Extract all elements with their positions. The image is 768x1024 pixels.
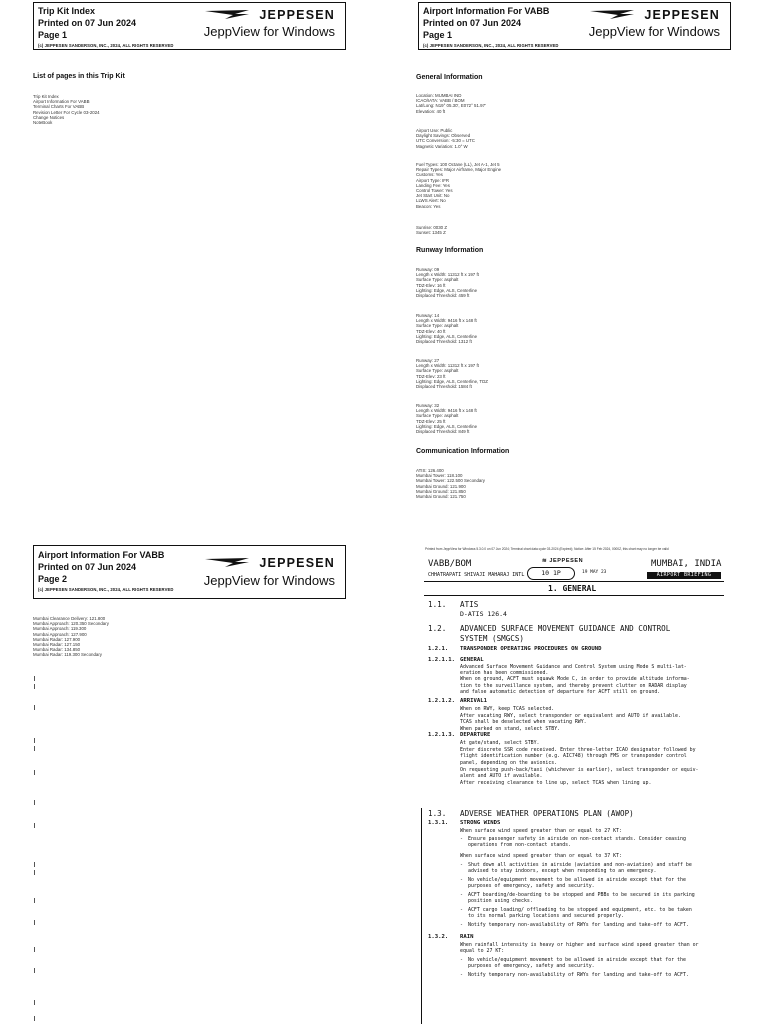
text-line: No vehicle/equipment movement to be allowed in airside except that for the bbox=[468, 957, 686, 963]
comm-line: ATIS: 126.400 bbox=[416, 468, 444, 473]
text-line: and false automatic detection of departure for ACFT still on ground. bbox=[460, 688, 661, 695]
runway-line: Displaced Threshold: 1312 ft bbox=[416, 339, 472, 345]
text-line: When surface wind speed greater than or equal to 37 KT: bbox=[460, 853, 622, 859]
header-title: Airport Information For VABB bbox=[38, 550, 165, 560]
jeppesen-swoosh-icon bbox=[590, 10, 634, 19]
text-line: tion to the surveillance system, and thereby prevent clutter on RADAR display bbox=[460, 682, 687, 689]
runway-block-27 bbox=[416, 358, 488, 389]
comm-line: Mumbai Tower: 118.100 bbox=[416, 473, 463, 479]
runway-line: TDZ-Elev: 23 ft bbox=[416, 373, 446, 379]
text-line: No vehicle/equipment movement to be allowed in airside except that for the bbox=[468, 877, 686, 883]
text-line: ACFT cargo loading/ offloading to be stopped and equipment, etc. to be taken bbox=[468, 907, 692, 913]
header-text bbox=[38, 5, 174, 48]
text-line: equal to 27 KT: bbox=[460, 948, 505, 955]
subsection-number: 1.2.1.2. bbox=[428, 698, 455, 704]
info-line: Repair Types: Major Airframe, Major Engine bbox=[416, 167, 502, 173]
text-line: Shut down all activities in airside (aviation and non-aviation) and staff be bbox=[468, 862, 692, 868]
chart-rule-top bbox=[424, 581, 724, 582]
bullet-dash: - bbox=[460, 836, 463, 842]
text-line: eration has been commissioned. bbox=[460, 670, 549, 677]
chart-date: 19 MAY 23 bbox=[582, 570, 607, 575]
header-title: Trip Kit Index bbox=[38, 6, 96, 16]
bullet-dash: - bbox=[460, 892, 463, 898]
jeppesen-swoosh-icon bbox=[205, 558, 249, 567]
text-line: When on ground, ACFT must squawk Mode C, in order to provide altitude informa- bbox=[460, 676, 690, 683]
general-info-block-2 bbox=[416, 128, 475, 149]
section-title-cont: SYSTEM (SMGCS) bbox=[460, 634, 525, 643]
section-title: ATIS bbox=[460, 600, 479, 609]
bullet-item bbox=[460, 892, 695, 905]
text-line: TCAS shall be deselected when vacating RWY. bbox=[460, 719, 587, 726]
runway-line: TDZ-Elev: 25 ft bbox=[416, 418, 446, 424]
app-name: JeppView for Windows bbox=[588, 24, 720, 39]
runway-block-32 bbox=[416, 403, 477, 434]
runway-line: Displaced Threshold: 849 ft bbox=[416, 429, 470, 435]
subsection-title: DEPARTURE bbox=[460, 732, 491, 738]
subsection-number: 1.2.1. bbox=[428, 646, 449, 652]
info-line: Sunrise: 0030 Z bbox=[416, 225, 447, 230]
airport-info-header-1 bbox=[418, 2, 731, 50]
text-line: to its normal parking locations and secured properly. bbox=[468, 913, 625, 920]
bullet-item bbox=[460, 907, 692, 920]
runway-line: Displaced Threshold: 1584 ft bbox=[416, 384, 472, 390]
general-info-block-3 bbox=[416, 162, 501, 209]
chart-airport-name: CHHATRAPATI SHIVAJI MAHARAJ INTL bbox=[428, 572, 525, 578]
info-line: Jet Start Unit: No bbox=[416, 193, 450, 199]
paragraph bbox=[460, 664, 690, 695]
bullet-item bbox=[460, 922, 689, 928]
jeppesen-swoosh-icon: ≋ bbox=[542, 558, 548, 564]
bullet-text bbox=[468, 957, 686, 969]
info-line: Daylight Savings: Observed bbox=[416, 133, 471, 139]
text-line: On requesting push-back/taxi (whichever is earlier), select transponder or equiv- bbox=[460, 766, 699, 773]
runway-line: Runway: 14 bbox=[416, 313, 440, 318]
jeppesen-logo bbox=[205, 8, 335, 22]
comm-line: Mumbai Approach: 119.300 bbox=[33, 626, 87, 632]
section-heading: 1. GENERAL bbox=[548, 584, 597, 593]
info-line: Elevation: 40 ft bbox=[416, 108, 446, 114]
bullet-text bbox=[468, 892, 695, 904]
runway-line: Lighting: Edge, ALS, Centerline bbox=[416, 423, 478, 429]
jeppesen-swoosh-icon bbox=[205, 10, 249, 19]
info-line: Lat/Long: N19° 05.30', E072° 51.97' bbox=[416, 103, 486, 109]
comm-line: Mumbai Ground: 121.900 bbox=[416, 483, 466, 489]
runway-line: Length x Width: 9416 ft x 148 ft bbox=[416, 318, 477, 324]
bullet-dash: - bbox=[460, 907, 463, 913]
runway-line: Displaced Threshold: 459 ft bbox=[416, 293, 470, 299]
comm-line: Mumbai Approach: 120.350 Secondary bbox=[33, 621, 109, 627]
list-item[interactable]: Revision Letter For Cycle 03-2024 bbox=[33, 109, 100, 115]
chart-jeppesen-logo bbox=[542, 558, 583, 564]
paragraph bbox=[460, 706, 681, 732]
bullet-dash: - bbox=[460, 877, 463, 883]
atis-frequency: D-ATIS 126.4 bbox=[460, 610, 507, 618]
info-line: Beacon: Yes bbox=[416, 203, 441, 209]
info-line: Customs: Yes bbox=[416, 172, 443, 178]
bullet-dash: - bbox=[460, 922, 463, 928]
printed-notice: Printed from JeppView for Windows 5.3.0.0 on 07 Jun 2024; Terminal chart data cycle 03-2024 (Expired); Notice: After 15 Feb 2024, 0000Z, this chart may no longer be valid bbox=[425, 547, 669, 551]
bullet-text bbox=[468, 972, 689, 978]
subsection-title: ARRIVAL1 bbox=[460, 698, 487, 704]
bullet-item bbox=[460, 862, 692, 875]
logo-wordmark: JEPPESEN bbox=[259, 556, 335, 570]
bullet-text bbox=[468, 907, 692, 919]
text-line: alent and AUTO if available. bbox=[460, 773, 543, 780]
comm-info-title: Communication Information bbox=[416, 448, 510, 455]
text-line: Notify temporary non-availability of RWYs for landing and take-off to ACFT. bbox=[468, 922, 689, 928]
info-line: Landing Fee: Yes bbox=[416, 182, 450, 188]
bullet-dash: - bbox=[460, 862, 463, 868]
subsection-title: RAIN bbox=[460, 934, 474, 940]
subsection-title: TRANSPONDER OPERATING PROCEDURES ON GROUND bbox=[460, 646, 602, 652]
info-line: ICAO/IATA: VABB / BOM bbox=[416, 98, 465, 104]
subsection-number: 1.3.1. bbox=[428, 820, 449, 826]
trip-kit-header bbox=[33, 2, 346, 50]
runway-line: Surface Type: asphalt bbox=[416, 323, 459, 329]
comm-line: Mumbai Ground: 121.850 bbox=[416, 488, 466, 494]
runway-line: TDZ-Elev: 16 ft bbox=[416, 282, 446, 288]
text-line: purposes of emergency, safety and security. bbox=[468, 883, 595, 890]
text-line: After receiving clearance to line up, select TCAS when lining up. bbox=[460, 780, 652, 787]
info-line: Airport Type: IFR bbox=[416, 177, 450, 183]
app-name: JeppView for Windows bbox=[203, 573, 335, 588]
runway-line: Runway: 27 bbox=[416, 358, 440, 363]
header-page: Page 1 bbox=[423, 30, 453, 40]
jeppesen-logo bbox=[205, 556, 335, 570]
text-line: Ensure passenger safety in airside on non-contact stands. Consider ceasing bbox=[468, 836, 686, 842]
info-line: Location: MUMBAI IND bbox=[416, 93, 462, 98]
jeppesen-logo bbox=[590, 8, 720, 22]
section-title: ADVERSE WEATHER OPERATIONS PLAN (AWOP) bbox=[460, 809, 634, 818]
text-line: operations from non-contact stands. bbox=[468, 842, 572, 849]
subsection-number: 1.2.1.1. bbox=[428, 657, 455, 663]
subsection-number: 1.2.1.3. bbox=[428, 732, 455, 738]
comm-line: Mumbai Ground: 121.750 bbox=[416, 494, 466, 500]
text-line: Advanced Surface Movement Guidance and Control System using Mode S multi-lat- bbox=[460, 664, 687, 670]
section-number: 1.1. bbox=[428, 600, 447, 609]
header-text bbox=[423, 5, 559, 48]
text-line: position using checks. bbox=[468, 898, 533, 905]
app-name: JeppView for Windows bbox=[203, 24, 335, 39]
info-line: Fuel Types: 100 Octane (LL), Jet A-1, Jet 5 bbox=[416, 162, 500, 167]
header-printed: Printed on 07 Jun 2024 bbox=[38, 562, 137, 572]
bullet-item bbox=[460, 836, 686, 849]
trip-kit-list bbox=[33, 94, 100, 125]
text-line: After vacating RWY, select transponder or equivalent and AUTO if available. bbox=[460, 713, 681, 720]
general-info-title: General Information bbox=[416, 74, 483, 81]
subsection-title: STRONG WINDS bbox=[460, 820, 501, 826]
list-item[interactable]: Airport Information For VABB bbox=[33, 99, 90, 105]
bullet-text bbox=[468, 862, 692, 874]
header-printed: Printed on 07 Jun 2024 bbox=[423, 18, 522, 28]
header-copyright: (c) JEPPESEN SANDERSON, INC., 2024, ALL RIGHTS RESERVED bbox=[38, 587, 174, 592]
paragraph bbox=[460, 740, 699, 786]
runway-line: Length x Width: 9416 ft x 148 ft bbox=[416, 408, 477, 414]
runway-line: Runway: 09 bbox=[416, 267, 440, 272]
section-title: ADVANCED SURFACE MOVEMENT GUIDANCE AND CONTROL bbox=[460, 624, 671, 633]
info-line: UTC Conversion: -5:30 = UTC bbox=[416, 138, 475, 144]
comm-info-block bbox=[416, 468, 485, 499]
runway-block-09 bbox=[416, 267, 479, 298]
chart-number: 10 1P bbox=[527, 567, 575, 580]
subsection-title: GENERAL bbox=[460, 657, 484, 663]
bullet-text bbox=[468, 922, 689, 928]
logo-wordmark: JEPPESEN bbox=[549, 558, 584, 564]
bullet-item bbox=[460, 972, 689, 978]
text-line: ACFT boarding/de-boarding to be stopped and PBBs to be secured in its parking bbox=[468, 892, 695, 898]
comm-info-block-continued bbox=[33, 616, 109, 658]
text-line: Notify temporary non-availability of RWYs for landing and take-off to ACFT. bbox=[468, 972, 689, 978]
chart-icao: VABB/BOM bbox=[428, 559, 472, 569]
header-text bbox=[38, 549, 174, 592]
bullet-text bbox=[468, 836, 686, 848]
text-line: advised to stay indoors, except when responding to an emergency. bbox=[468, 868, 657, 875]
info-line: Magnetic Variation: 1.0° W bbox=[416, 143, 468, 149]
runway-line: Surface Type: asphalt bbox=[416, 413, 459, 419]
paragraph bbox=[460, 942, 699, 954]
bullet-text bbox=[468, 877, 686, 889]
bullet-dash: - bbox=[460, 972, 463, 978]
runway-line: Length x Width: 11312 ft x 197 ft bbox=[416, 363, 479, 369]
text-line: At gate/stand, select STBY. bbox=[460, 740, 540, 746]
info-line: Sunset: 1345 Z bbox=[416, 230, 446, 236]
comm-line: Mumbai Radar: 134.850 bbox=[33, 647, 81, 653]
info-line: LLWS Alert: No bbox=[416, 198, 446, 204]
list-item[interactable]: NoteBook bbox=[33, 120, 53, 126]
text-line: Enter discrete SSR code received. Enter three-letter ICAO designator followed by bbox=[460, 747, 696, 754]
header-copyright: (c) JEPPESEN SANDERSON, INC., 2024, ALL RIGHTS RESERVED bbox=[423, 43, 559, 48]
logo-wordmark: JEPPESEN bbox=[259, 8, 335, 22]
chart-rule-bottom bbox=[424, 595, 724, 596]
text-line: panel, depending on the avionics. bbox=[460, 759, 558, 766]
airport-info-header-2 bbox=[33, 545, 346, 599]
comm-line: Mumbai Approach: 127.900 bbox=[33, 631, 87, 637]
runway-line: TDZ-Elev: 40 ft bbox=[416, 328, 446, 334]
header-page: Page 1 bbox=[38, 30, 68, 40]
text-line: When on RWY, keep TCAS selected. bbox=[460, 706, 555, 712]
info-line: Airport Use: Public bbox=[416, 128, 453, 133]
runway-line: Surface Type: asphalt bbox=[416, 368, 459, 374]
bullet-dash: - bbox=[460, 957, 463, 963]
text-line: purposes of emergency, safety and security. bbox=[468, 963, 595, 970]
comm-line: Mumbai Clearance Delivery: 121.800 bbox=[33, 616, 106, 621]
bullet-item bbox=[460, 877, 686, 890]
list-item[interactable]: Terminal Charts For VABB bbox=[33, 104, 85, 110]
chart-city: MUMBAI, INDIA bbox=[651, 559, 722, 569]
header-title: Airport Information For VABB bbox=[423, 6, 550, 16]
list-title: List of pages in this Trip Kit bbox=[33, 73, 125, 80]
header-copyright: (c) JEPPESEN SANDERSON, INC., 2024, ALL RIGHTS RESERVED bbox=[38, 43, 174, 48]
text-line: When surface wind speed greater than or equal to 27 KT: bbox=[460, 828, 622, 834]
logo-wordmark: JEPPESEN bbox=[644, 8, 720, 22]
section-number: 1.3. bbox=[428, 809, 447, 818]
chart-type-banner: AIRPORT BRIEFING bbox=[647, 572, 721, 579]
comm-line: Mumbai Radar: 127.900 bbox=[33, 636, 81, 642]
bullet-item bbox=[460, 957, 686, 970]
runway-info-title: Runway Information bbox=[416, 247, 484, 254]
header-printed: Printed on 07 Jun 2024 bbox=[38, 18, 137, 28]
comm-line: Mumbai Tower: 122.500 Secondary bbox=[416, 478, 485, 484]
runway-block-14 bbox=[416, 313, 477, 344]
comm-line: Mumbai Radar: 119.300 Secondary bbox=[33, 652, 102, 658]
text-line: When rainfall intensity is heavy or higher and surface wind speed greater than or bbox=[460, 942, 699, 948]
section-number: 1.2. bbox=[428, 624, 447, 633]
header-page: Page 2 bbox=[38, 574, 68, 584]
list-item[interactable]: Change Notices bbox=[33, 114, 65, 120]
runway-line: Lighting: Edge, ALS, Centerline, TDZ bbox=[416, 378, 488, 384]
runway-line: Lighting: Edge, ALS, Centerline bbox=[416, 287, 478, 293]
runway-line: Runway: 32 bbox=[416, 403, 440, 408]
runway-line: Surface Type: asphalt bbox=[416, 277, 459, 283]
comm-line: Mumbai Radar: 127.150 bbox=[33, 642, 81, 648]
general-info-block-1 bbox=[416, 93, 486, 114]
info-line: Control Tower: Yes bbox=[416, 188, 453, 194]
general-info-block-4 bbox=[416, 225, 447, 235]
text-line: When parked on stand, select STBY. bbox=[460, 725, 561, 732]
runway-line: Length x Width: 11312 ft x 197 ft bbox=[416, 272, 479, 278]
runway-line: Lighting: Edge, ALS, Centerline bbox=[416, 333, 478, 339]
revision-bar bbox=[421, 808, 422, 1024]
subsection-number: 1.3.2. bbox=[428, 934, 449, 940]
list-item[interactable]: Trip Kit Index bbox=[33, 94, 59, 99]
text-line: flight identification number (e.g. AIC748) through FMS or transponder control bbox=[460, 753, 687, 760]
